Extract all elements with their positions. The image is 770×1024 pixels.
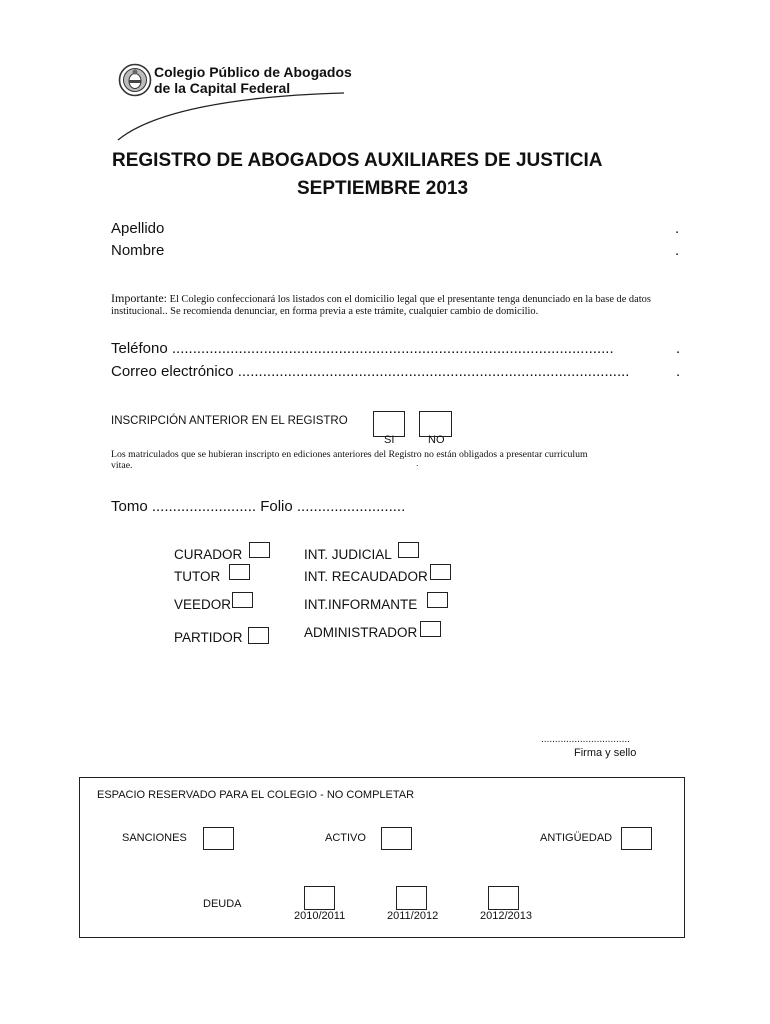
firma-dots: ................................ bbox=[541, 734, 630, 745]
int-recaudador-label: INT. RECAUDADOR bbox=[304, 569, 428, 584]
reserved-title: ESPACIO RESERVADO PARA EL COLEGIO - NO COMPLETAR bbox=[97, 789, 415, 801]
stray-dot: . bbox=[416, 458, 419, 468]
int-recaudador-checkbox[interactable] bbox=[430, 564, 451, 580]
activo-label: ACTIVO bbox=[325, 832, 366, 844]
apellido-label: Apellido bbox=[111, 220, 165, 237]
sanciones-label: SANCIONES bbox=[122, 832, 187, 844]
int-informante-label: INT.INFORMANTE bbox=[304, 597, 418, 612]
curador-label: CURADOR bbox=[174, 547, 243, 562]
deuda-box-2012[interactable] bbox=[488, 886, 519, 910]
correo-field: Correo electrónico .............................................................................................. bbox=[111, 363, 630, 380]
nombre-end-dot: . bbox=[675, 242, 680, 259]
antiguedad-label: ANTIGÜEDAD bbox=[540, 832, 613, 844]
page-title: REGISTRO DE ABOGADOS AUXILIARES DE JUSTICIA bbox=[112, 150, 603, 171]
int-judicial-label: INT. JUDICIAL bbox=[304, 547, 392, 562]
tutor-label: TUTOR bbox=[174, 569, 221, 584]
tutor-checkbox[interactable] bbox=[229, 564, 250, 580]
partidor-checkbox[interactable] bbox=[248, 627, 269, 644]
int-judicial-checkbox[interactable] bbox=[398, 542, 419, 558]
partidor-label: PARTIDOR bbox=[174, 630, 243, 645]
curriculum-note bbox=[111, 449, 588, 471]
org-name-line2: de la Capital Federal bbox=[154, 80, 291, 96]
int-informante-checkbox[interactable] bbox=[427, 592, 448, 608]
apellido-end-dot: . bbox=[675, 220, 680, 237]
antiguedad-box[interactable] bbox=[621, 827, 652, 850]
deuda-box-2010[interactable] bbox=[304, 886, 335, 910]
year-label-2011: 2011/2012 bbox=[387, 910, 439, 922]
year-label-2012: 2012/2013 bbox=[480, 910, 532, 922]
importante-line1: El Colegio confeccionará los listados con el domicilio legal que el presentante tenga denunciado en la base de datos bbox=[169, 294, 651, 305]
reserved-section bbox=[79, 777, 685, 938]
telefono-end-dot: . bbox=[676, 340, 681, 357]
importante-line2: institucional.. Se recomienda denunciar, en forma previa a este trámite, cualquier cambio de domicilio. bbox=[111, 306, 539, 317]
veedor-label: VEEDOR bbox=[174, 597, 232, 612]
no-label: NO bbox=[428, 434, 445, 446]
firma-label: Firma y sello bbox=[574, 747, 637, 759]
sanciones-box[interactable] bbox=[203, 827, 234, 850]
inscripcion-label: INSCRIPCIÓN ANTERIOR EN EL REGISTRO bbox=[111, 415, 348, 427]
administrador-label: ADMINISTRADOR bbox=[304, 625, 418, 640]
si-label: SI bbox=[384, 434, 395, 446]
curriculum-note-line2: vitae. bbox=[111, 460, 133, 471]
org-name-line1: Colegio Público de Abogados bbox=[154, 64, 352, 80]
administrador-checkbox[interactable] bbox=[420, 621, 441, 637]
correo-end-dot: . bbox=[676, 363, 681, 380]
tomo-folio-field: Tomo ......................... Folio .......................... bbox=[111, 498, 406, 515]
year-label-2010: 2010/2011 bbox=[294, 910, 346, 922]
importante-lead: Importante: bbox=[111, 291, 167, 305]
curador-checkbox[interactable] bbox=[249, 542, 270, 558]
nombre-label: Nombre bbox=[111, 242, 165, 259]
header-swoosh bbox=[112, 88, 347, 144]
curriculum-note-line1: Los matriculados que se hubieran inscripto en ediciones anteriores del Registro no están obligados a presentar curriculum bbox=[111, 449, 588, 460]
importante-note bbox=[111, 292, 651, 318]
telefono-field: Teléfono .......................................................................................................... bbox=[111, 340, 614, 357]
veedor-checkbox[interactable] bbox=[232, 592, 253, 608]
page-subtitle: SEPTIEMBRE 2013 bbox=[297, 178, 469, 199]
deuda-box-2011[interactable] bbox=[396, 886, 427, 910]
deuda-label: DEUDA bbox=[203, 898, 242, 910]
activo-box[interactable] bbox=[381, 827, 412, 850]
